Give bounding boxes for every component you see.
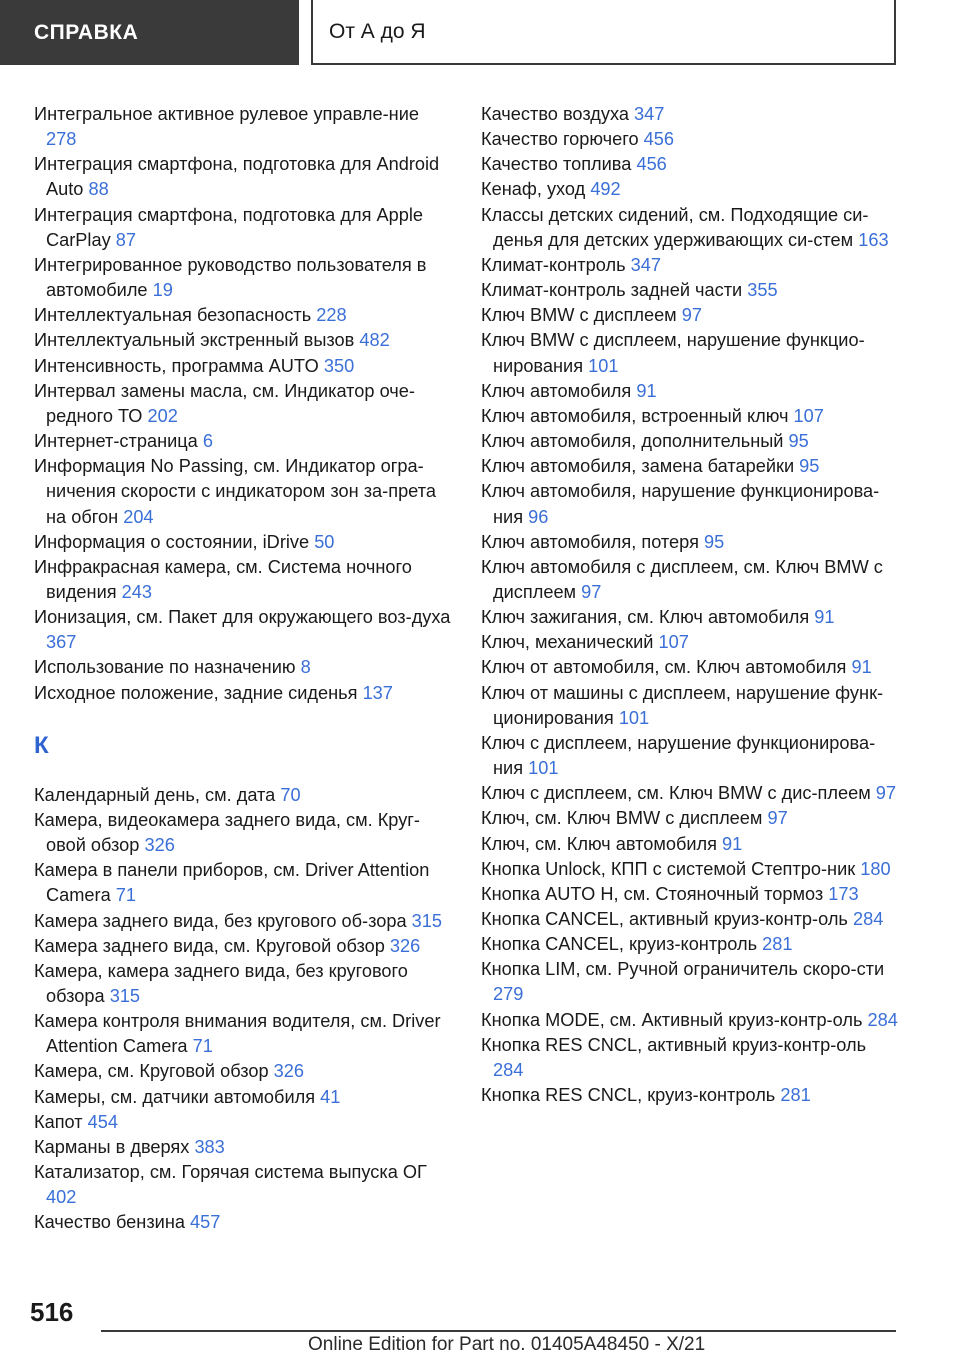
index-entry-term: Камера контроля внимания водителя, см. Driver Attention Camera xyxy=(34,1011,441,1057)
index-entry xyxy=(34,1160,454,1210)
page-reference-link[interactable]: 97 xyxy=(681,305,702,326)
index-entry-term: Ключ зажигания, см. Ключ автомобиля xyxy=(481,607,810,628)
page-reference-link[interactable]: 41 xyxy=(320,1086,341,1107)
index-entry xyxy=(481,957,899,1007)
index-entry xyxy=(481,152,899,177)
page-reference-link[interactable]: 492 xyxy=(590,179,621,200)
page-reference-link[interactable]: 19 xyxy=(152,280,173,301)
index-entry xyxy=(481,479,899,529)
index-entry-term: Камера, камера заднего вида, без кругового обзора xyxy=(34,960,408,1006)
index-entry-term: Климат-контроль xyxy=(481,254,626,275)
index-entry-term: Ключ BMW с дисплеем, нарушение функцио-нирования xyxy=(481,330,865,376)
index-entry xyxy=(481,102,899,127)
index-entry xyxy=(481,278,899,303)
index-entry-term: Интеллектуальный экстренный вызов xyxy=(34,330,355,351)
page-reference-link[interactable]: 101 xyxy=(618,707,650,728)
index-entry-term: Камера, видеокамера заднего вида, см. Круг-овой обзор xyxy=(34,809,420,856)
page-reference-link[interactable]: 204 xyxy=(123,506,154,527)
index-entry-term: Интервал замены масла, см. Индикатор оче-редного ТО xyxy=(34,380,415,426)
index-entry xyxy=(34,203,454,253)
index-entry xyxy=(481,127,899,152)
index-entry-term: Камера в панели приборов, см. Driver Attention Camera xyxy=(34,860,430,906)
page-reference-link[interactable]: 281 xyxy=(780,1085,811,1106)
index-entry-term: Ключ с дисплеем, см. Ключ BMW с дис-плеем xyxy=(481,783,871,804)
index-entry-term: Ключ, см. Ключ автомобиля xyxy=(481,833,717,854)
page-reference-link[interactable]: 101 xyxy=(588,355,619,376)
index-entry xyxy=(481,429,899,454)
page-reference-link[interactable]: 383 xyxy=(194,1136,225,1157)
index-entry-term: Капот xyxy=(34,1111,83,1132)
index-entry xyxy=(34,253,454,303)
page-reference-link[interactable]: 91 xyxy=(851,657,872,678)
index-entry-term: Ключ от машины с дисплеем, нарушение функ-ционирования xyxy=(481,682,884,728)
index-entry xyxy=(481,932,899,957)
index-entry xyxy=(34,681,454,706)
index-entry-term: Интенсивность, программа AUTO xyxy=(34,355,319,376)
page-reference-link[interactable]: 482 xyxy=(359,330,390,351)
index-entry xyxy=(481,203,899,253)
index-entry xyxy=(34,152,454,202)
page-reference-link[interactable]: 367 xyxy=(46,632,77,653)
index-entry xyxy=(481,177,899,202)
page-reference-link[interactable]: 202 xyxy=(147,405,178,426)
page-reference-link[interactable]: 88 xyxy=(88,179,109,200)
section-label: СПРАВКА xyxy=(34,20,139,44)
page-number: 516 xyxy=(30,1297,74,1327)
page-reference-link[interactable]: 91 xyxy=(636,380,657,401)
index-entries-k-continued xyxy=(481,102,899,1108)
index-entry xyxy=(481,404,899,429)
index-entry xyxy=(481,328,899,378)
index-entry-term: Интеллектуальная безопасность xyxy=(34,305,312,326)
index-entry-term: Катализатор, см. Горячая система выпуска ОГ xyxy=(34,1162,427,1183)
page-reference-link[interactable]: 228 xyxy=(316,305,347,326)
index-entries-k xyxy=(34,783,454,1236)
index-entry-term: Интернет-страница xyxy=(34,431,198,452)
index-entry xyxy=(34,605,454,655)
index-entry-term: Камеры, см. датчики автомобиля xyxy=(34,1086,316,1107)
page-reference-link[interactable]: 70 xyxy=(280,784,301,805)
index-entry xyxy=(34,1085,454,1110)
index-entry-term: Ключ с дисплеем, нарушение функционирова-ния xyxy=(481,732,876,779)
index-entry xyxy=(481,555,899,605)
index-column-left xyxy=(34,102,454,1236)
index-entry-term: Кнопка CANCEL, активный круиз-контр-оль xyxy=(481,909,848,929)
index-entry-term: Кнопка AUTO H, см. Стояночный тормоз xyxy=(481,883,824,904)
index-entry-term: Ключ от автомобиля, см. Ключ автомобиля xyxy=(481,657,847,678)
index-entry xyxy=(481,882,899,907)
index-entry xyxy=(34,808,454,858)
page-reference-link[interactable]: 326 xyxy=(144,835,175,856)
page-reference-link[interactable]: 454 xyxy=(87,1111,119,1132)
index-entry-term: Кнопка MODE, см. Активный круиз-контр-оль xyxy=(481,1009,863,1030)
index-entry-term: Исходное положение, задние сиденья xyxy=(34,682,358,703)
page-reference-link[interactable]: 91 xyxy=(814,607,835,628)
edition-note: Online Edition for Part no. 01405A48450 - X/21 xyxy=(308,1334,706,1355)
page-reference-link[interactable]: 315 xyxy=(109,986,141,1006)
page-reference-link[interactable]: 278 xyxy=(46,129,77,150)
page-reference-link[interactable]: 91 xyxy=(722,833,743,854)
index-entry-term: Ключ BMW с дисплеем xyxy=(481,305,677,326)
index-entry-term: Инфракрасная камера, см. Система ночного видения xyxy=(34,556,412,602)
index-entry xyxy=(34,1210,454,1235)
footer-divider xyxy=(101,1330,896,1332)
page-reference-link[interactable]: 315 xyxy=(411,910,442,931)
page-reference-link[interactable]: 456 xyxy=(636,154,667,175)
index-entry-term: Качество горючего xyxy=(481,129,639,150)
page-reference-link[interactable]: 71 xyxy=(115,885,136,906)
page-reference-link[interactable]: 243 xyxy=(121,581,153,602)
index-entry-term: Использование по назначению xyxy=(34,657,296,678)
index-entry-term: Камера, см. Круговой обзор xyxy=(34,1061,269,1082)
index-entry xyxy=(481,907,899,932)
index-entry-term: Кнопка RES CNCL, активный круиз-контр-оль xyxy=(481,1034,867,1055)
index-entry xyxy=(34,555,454,605)
page-reference-link[interactable]: 96 xyxy=(528,506,549,527)
page-reference-link[interactable]: 402 xyxy=(46,1187,77,1208)
index-entry-term: Интеграция смартфона, подготовка для Apple CarPlay xyxy=(34,204,423,250)
index-entry-term: Климат-контроль задней части xyxy=(481,280,743,301)
index-entry-term: Кнопка Unlock, КПП с системой Стептро-ник xyxy=(481,858,856,879)
page-reference-link[interactable]: 101 xyxy=(528,758,559,779)
page-reference-link[interactable]: 107 xyxy=(658,632,689,653)
page-reference-link[interactable]: 95 xyxy=(788,431,809,452)
chapter-title: От А до Я xyxy=(329,19,426,43)
page-reference-link[interactable]: 6 xyxy=(202,431,213,452)
index-entry xyxy=(34,655,454,680)
page-reference-link[interactable]: 326 xyxy=(273,1061,305,1082)
index-letter-heading: К xyxy=(34,731,49,759)
index-entry xyxy=(481,1008,899,1033)
index-entry-term: Карманы в дверях xyxy=(34,1136,190,1157)
index-entry-term: Качество топлива xyxy=(481,154,632,175)
index-entry-term: Информация No Passing, см. Индикатор огра-ничения скорости с индикатором зон за-прета на обгон xyxy=(34,456,436,527)
page-reference-link[interactable]: 279 xyxy=(493,984,524,1005)
index-entry xyxy=(34,1059,454,1084)
index-entry xyxy=(481,781,899,806)
page-reference-link[interactable]: 355 xyxy=(747,280,778,301)
index-entry-term: Календарный день, см. дата xyxy=(34,784,276,805)
page-reference-link[interactable]: 173 xyxy=(828,883,859,904)
index-entry xyxy=(481,857,899,882)
index-entry xyxy=(481,253,899,278)
page-reference-link[interactable]: 95 xyxy=(703,531,725,552)
index-entry xyxy=(481,1083,899,1108)
index-entry xyxy=(34,354,454,379)
index-entry xyxy=(481,605,899,630)
index-entry-term: Кнопка RES CNCL, круиз-контроль xyxy=(481,1085,776,1106)
index-entry-term: Ключ автомобиля xyxy=(481,380,632,401)
page-reference-link[interactable]: 50 xyxy=(314,531,335,552)
index-entry xyxy=(34,379,454,429)
index-entry xyxy=(481,806,899,831)
index-entry xyxy=(34,959,454,1009)
page-reference-link[interactable]: 281 xyxy=(762,934,793,955)
index-entry xyxy=(481,731,899,781)
page-reference-link[interactable]: 163 xyxy=(858,229,889,250)
page-reference-link[interactable]: 180 xyxy=(860,858,891,879)
index-entry-term: Информация о состоянии, iDrive xyxy=(34,531,310,552)
index-entry xyxy=(34,1135,454,1160)
index-entry-term: Кнопка LIM, см. Ручной ограничитель скоро-сти xyxy=(481,959,885,980)
index-entry xyxy=(34,102,454,152)
index-entry xyxy=(34,328,454,353)
index-entry xyxy=(34,1110,454,1135)
index-entry xyxy=(34,530,454,555)
index-entry-term: Интеграция смартфона, подготовка для Android Auto xyxy=(34,154,440,200)
page-reference-link[interactable]: 95 xyxy=(799,456,820,477)
index-entry xyxy=(481,655,899,680)
section-tab xyxy=(0,0,299,65)
index-entry-term: Ключ автомобиля, замена батарейки xyxy=(481,456,795,477)
index-entry xyxy=(34,783,454,808)
index-entry-term: Кенаф, уход xyxy=(481,179,586,200)
page-reference-link[interactable]: 456 xyxy=(643,129,675,150)
index-entry xyxy=(34,429,454,454)
index-entry xyxy=(34,454,454,529)
index-entry-term: Ключ, см. Ключ BMW с дисплеем xyxy=(481,808,763,829)
page-reference-link[interactable]: 326 xyxy=(389,935,421,956)
index-entry-term: Камера заднего вида, без кругового об-зора xyxy=(34,910,407,931)
page-reference-link[interactable]: 284 xyxy=(867,1009,898,1030)
index-entry xyxy=(481,1033,899,1083)
page-reference-link[interactable]: 8 xyxy=(300,657,311,678)
index-entry-term: Ключ автомобиля с дисплеем, см. Ключ BMW с дисплеем xyxy=(481,556,883,602)
page-reference-link[interactable]: 97 xyxy=(581,581,602,602)
page-reference-link[interactable]: 137 xyxy=(362,682,393,703)
index-entry xyxy=(34,909,454,934)
page-reference-link[interactable]: 71 xyxy=(192,1036,213,1057)
index-entry-term: Качество бензина xyxy=(34,1212,185,1233)
page-reference-link[interactable]: 457 xyxy=(190,1212,221,1233)
index-entry xyxy=(481,303,899,328)
index-entry xyxy=(481,832,899,857)
index-entry-term: Ионизация, см. Пакет для окружающего воз-духа xyxy=(34,607,451,628)
index-entry-term: Интегральное активное рулевое управле-ние xyxy=(34,104,419,124)
page-reference-link[interactable]: 107 xyxy=(793,405,824,426)
page-reference-link[interactable]: 97 xyxy=(767,808,788,829)
index-column-right xyxy=(481,102,899,1108)
index-entry-term: Ключ автомобиля, нарушение функционирова-ния xyxy=(481,481,880,527)
index-entry-term: Классы детских сидений, см. Подходящие си-денья для детских удерживающих си-стем xyxy=(481,204,869,250)
index-entry xyxy=(34,303,454,328)
page-reference-link[interactable]: 347 xyxy=(634,104,665,124)
page-reference-link[interactable]: 87 xyxy=(115,229,136,250)
index-entry-term: Ключ автомобиля, встроенный ключ xyxy=(481,405,789,426)
page-reference-link[interactable]: 284 xyxy=(493,1059,524,1080)
index-entry xyxy=(34,858,454,908)
index-entry xyxy=(34,934,454,959)
index-entry-term: Ключ автомобиля, потеря xyxy=(481,531,699,552)
page-reference-link[interactable]: 347 xyxy=(630,254,661,275)
index-entry-term: Ключ автомобиля, дополнительный xyxy=(481,431,784,452)
index-entry-term: Интегрированное руководство пользователя в автомобиле xyxy=(34,254,427,301)
index-entry xyxy=(34,1009,454,1059)
index-entry-term: Ключ, механический xyxy=(481,632,654,653)
index-entry xyxy=(481,530,899,555)
index-entry-term: Качество воздуха xyxy=(481,104,629,124)
index-entry xyxy=(481,454,899,479)
index-entry-term: Кнопка CANCEL, круиз-контроль xyxy=(481,934,758,955)
index-entry-term: Камера заднего вида, см. Круговой обзор xyxy=(34,935,385,956)
page-reference-link[interactable]: 97 xyxy=(875,783,897,804)
page-reference-link[interactable]: 350 xyxy=(323,355,355,376)
chapter-header xyxy=(311,0,896,65)
index-entry xyxy=(481,681,899,731)
index-entries-i xyxy=(34,102,454,706)
page-reference-link[interactable]: 284 xyxy=(852,909,884,929)
index-entry xyxy=(481,630,899,655)
index-entry xyxy=(481,379,899,404)
